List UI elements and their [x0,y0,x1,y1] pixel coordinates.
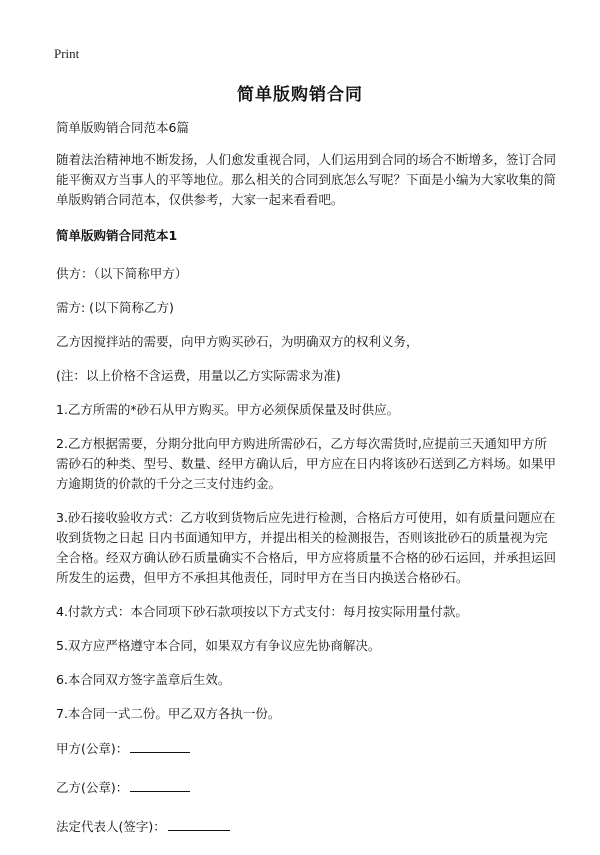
supplier-line: 供方：（以下简称甲方） [56,266,188,281]
legal-rep-signature-blank [168,816,230,831]
page-title: 简单版购销合同 [237,85,363,105]
party-b-label: 乙方(公章)： [56,780,129,795]
legal-rep-label: 法定代表人(签字)： [56,819,166,834]
document-subtitle: 简单版购销合同范本6篇 [56,120,189,135]
party-a-label: 甲方(公章)： [56,741,129,756]
price-note: (注：以上价格不含运费，用量以乙方实际需求为准) [56,368,341,383]
section-heading: 简单版购销合同范本1 [56,228,178,243]
buyer-line: 需方: (以下简称乙方) [56,300,174,315]
clause-4: 4.付款方式：本合同项下砂石款项按以下方式支付：每月按实际用量付款。 [56,604,468,619]
intro-paragraph: 随着法治精神地不断发扬，人们愈发重视合同，人们运用到合同的场合不断增多，签订合同能平衡双方当事人的平等地位。那么相关的合同到底怎么写呢？下面是小编为大家收集的简单版购销合同范本，仅供参考，大家一起来看看吧。 [56,152,557,207]
legal-rep-signature [56,816,556,837]
print-link[interactable]: Print [54,46,80,61]
purpose-line: 乙方因搅拌站的需要，向甲方购买砂石，为明确双方的权利义务， [56,334,419,349]
party-a-signature [56,738,556,759]
party-a-signature-blank [130,738,190,753]
clause-6: 6.本合同双方签字盖章后生效。 [56,672,231,687]
clause-7: 7.本合同一式二份。甲乙双方各执一份。 [56,706,281,721]
clause-5: 5.双方应严格遵守本合同，如果双方有争议应先协商解决。 [56,638,381,653]
party-b-signature [56,777,556,798]
party-b-signature-blank [130,777,190,792]
clause-3: 3.砂石接收验收方式：乙方收到货物后应先进行检测，合格后方可使用，如有质量问题应在收到货物之日起 日内书面通知甲方，并提出相关的检测报告，否则该批砂石的质量视为完全合格。经双方确认砂石质量确实不合格后，甲方应将质量不合格的砂石运回，并承担运回所发生的运费，但甲方不承担其他责任，同时甲方在当日内换送合格砂石。 [56,510,557,585]
clause-1: 1.乙方所需的*砂石从甲方购买。甲方必须保质保量及时供应。 [56,402,400,417]
document-body [56,118,556,855]
clause-2: 2.乙方根据需要，分期分批向甲方购进所需砂石，乙方每次需货时,应提前三天通知甲方所需砂石的种类、型号、数量、经甲方确认后，甲方应在日内将该砂石送到乙方料场。如果甲方逾期货的价款的千分之三支付违约金。 [56,436,557,491]
